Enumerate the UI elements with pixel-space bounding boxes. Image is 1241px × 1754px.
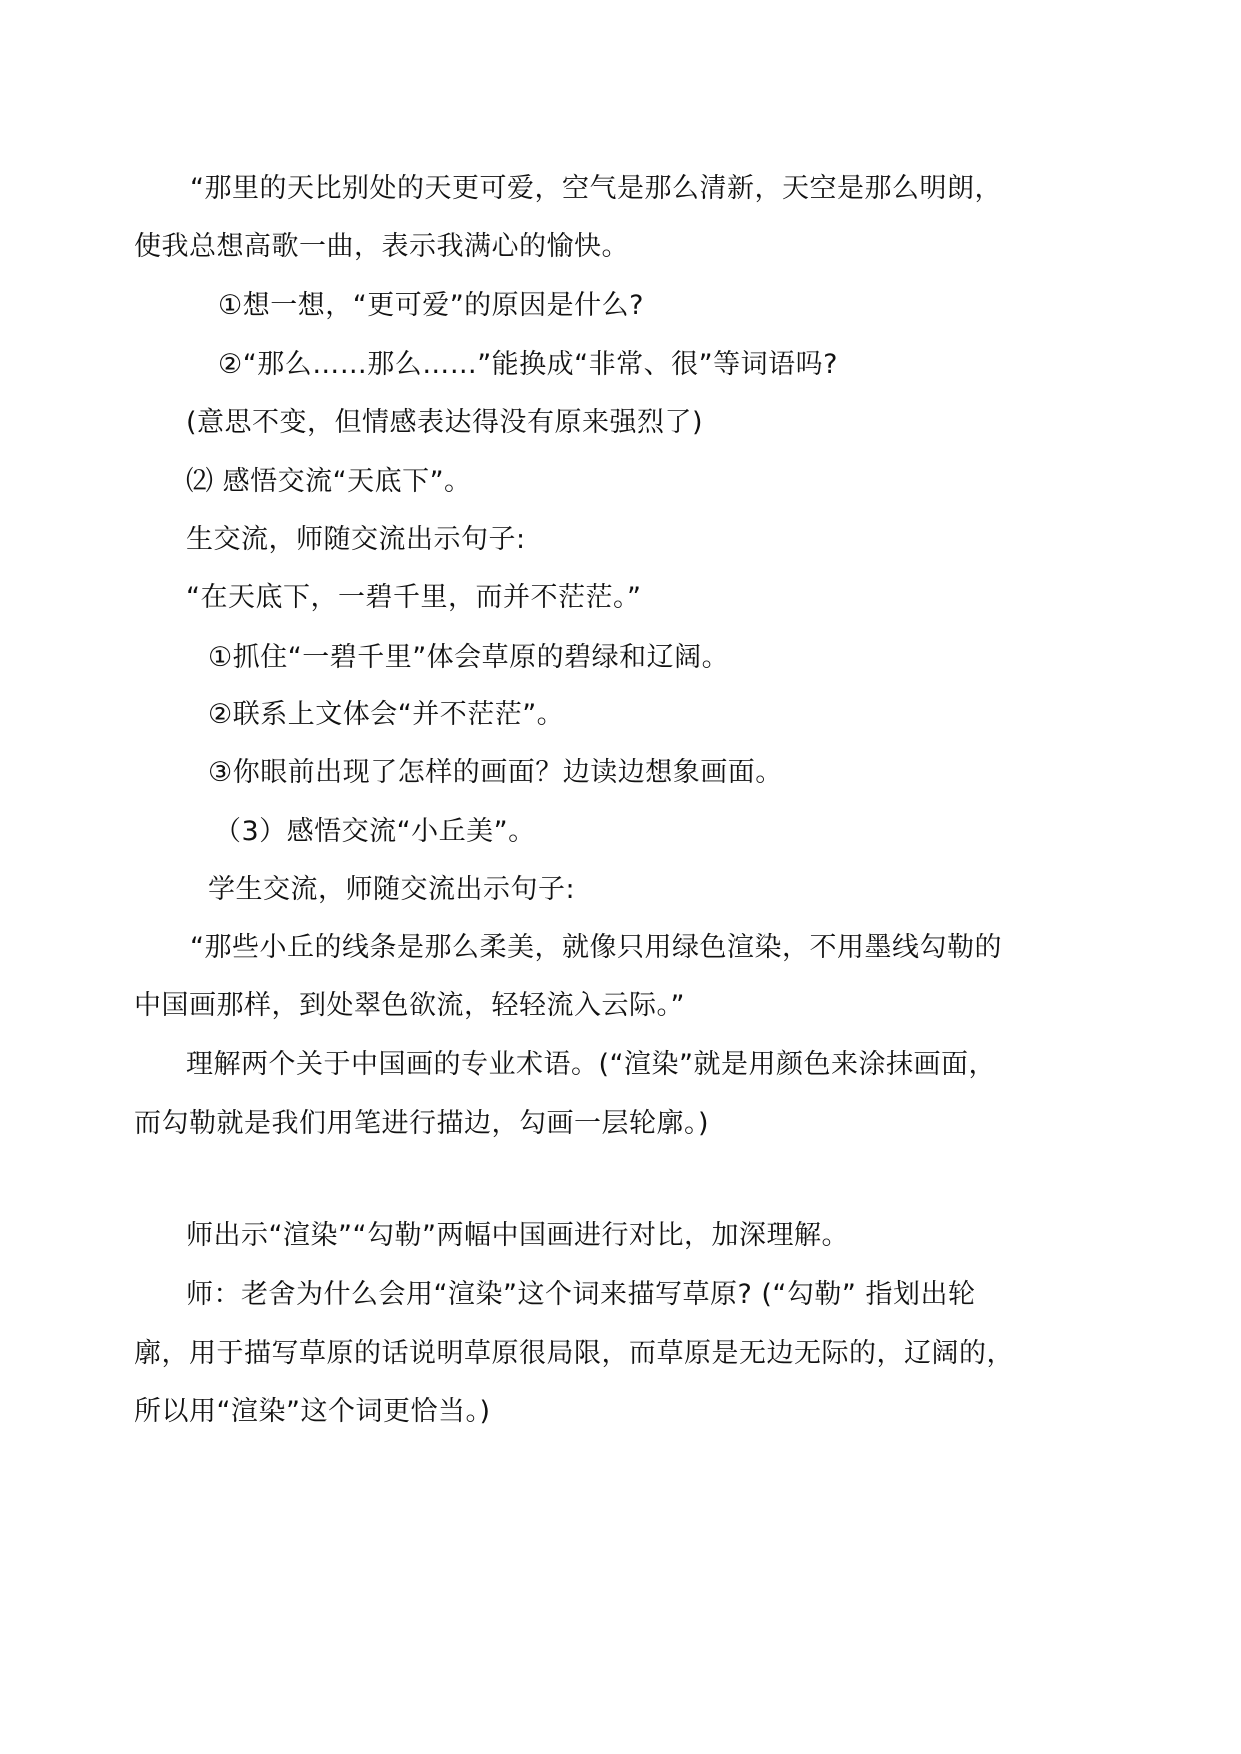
text-line: (意思不变，但情感表达得没有原来强烈了) (186, 407, 704, 438)
text-line: 师出示“渲染”“勾勒”两幅中国画进行对比，加深理解。 (186, 1220, 849, 1251)
text-line: ③你眼前出现了怎样的画面？边读边想象画面。 (208, 757, 783, 788)
text-line: “在天底下，一碧千里，而并不茫茫。” (186, 582, 642, 613)
text-line: 廓，用于描写草原的话说明草原很局限，而草原是无边无际的，辽阔的， (134, 1338, 1014, 1369)
text-line: ⑵ 感悟交流“天底下”。 (186, 466, 472, 497)
text-line: 而勾勒就是我们用笔进行描边，勾画一层轮廓。) (134, 1108, 710, 1139)
text-line: 理解两个关于中国画的专业术语。(“渲染”就是用颜色来涂抹画面， (186, 1049, 997, 1080)
text-line: 中国画那样，到处翠色欲流，轻轻流入云际。” (134, 990, 685, 1021)
text-line: “那些小丘的线条是那么柔美，就像只用绿色渲染，不用墨线勾勒的 (190, 932, 1002, 963)
text-line: 所以用“渲染”这个词更恰当。) (134, 1396, 491, 1427)
text-line: ②联系上文体会“并不茫茫”。 (208, 699, 565, 730)
text-line: “那里的天比别处的天更可爱，空气是那么清新，天空是那么明朗， (190, 173, 1002, 204)
text-line: 学生交流，师随交流出示句子: (208, 874, 576, 905)
text-line: （3）感悟交流“小丘美”。 (214, 816, 536, 847)
text-line: ①想一想，“更可爱”的原因是什么? (218, 290, 645, 321)
text-line: ①抓住“一碧千里”体会草原的碧绿和辽阔。 (208, 642, 730, 673)
text-line: 师：老舍为什么会用“渲染”这个词来描写草原? (“勾勒” 指划出轮 (186, 1279, 976, 1310)
text-line: 使我总想高歌一曲，表示我满心的愉快。 (134, 231, 629, 262)
text-line: 生交流，师随交流出示句子: (186, 524, 526, 555)
text-line: ②“那么……那么……”能换成“非常、很”等词语吗? (218, 349, 838, 380)
